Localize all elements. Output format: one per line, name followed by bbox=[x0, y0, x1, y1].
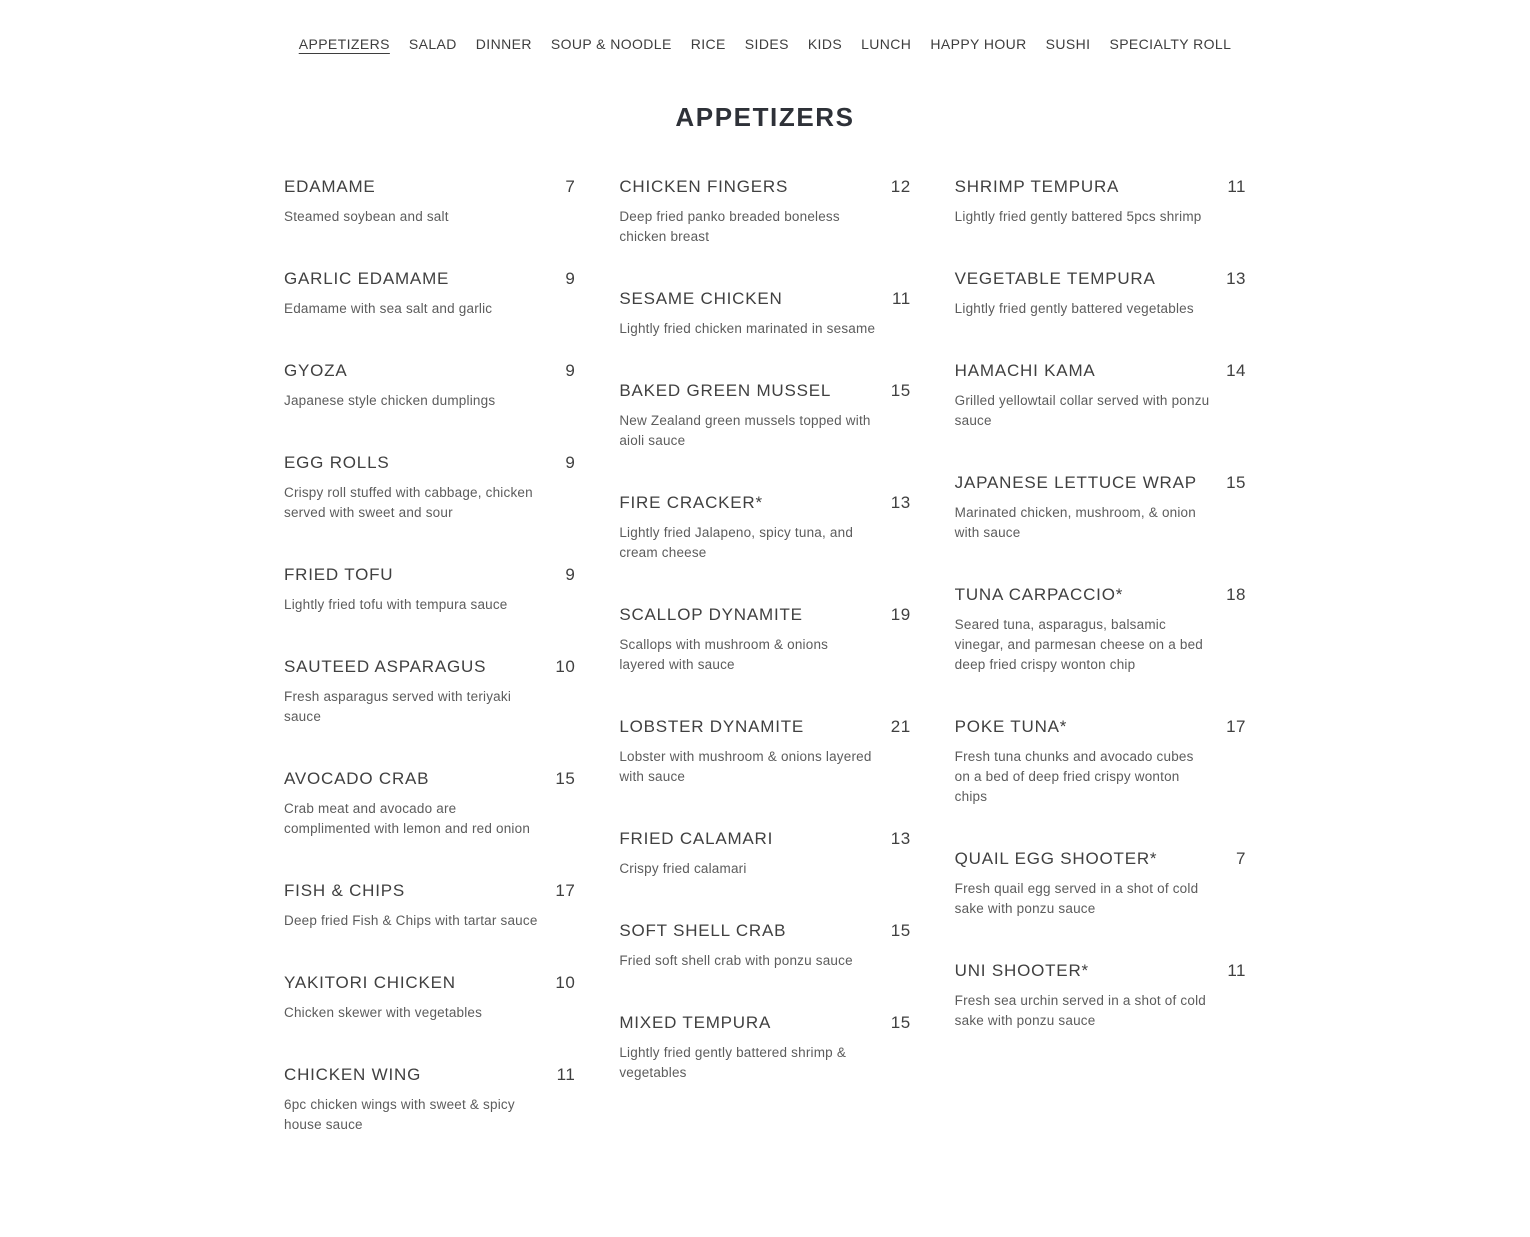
item-header bbox=[284, 769, 575, 789]
item-description: Lobster with mushroom & onions layered with sauce bbox=[619, 749, 872, 784]
item-price: 14 bbox=[1226, 361, 1246, 380]
item-name: HAMACHI KAMA bbox=[954, 361, 1096, 380]
menu-item bbox=[619, 829, 910, 879]
menu-item bbox=[955, 717, 1246, 807]
item-name: CHICKEN WING bbox=[284, 1065, 422, 1084]
nav-item-dinner[interactable]: DINNER bbox=[475, 36, 532, 52]
item-name: FRIED CALAMARI bbox=[619, 829, 774, 848]
menu-item bbox=[619, 921, 910, 971]
item-description: Steamed soybean and salt bbox=[284, 209, 449, 224]
item-header bbox=[284, 269, 575, 289]
nav-item-sides[interactable]: SIDES bbox=[744, 36, 789, 52]
menu-item bbox=[619, 177, 910, 247]
item-description: Crispy roll stuffed with cabbage, chicken served with sweet and sour bbox=[284, 485, 533, 520]
item-price: 17 bbox=[555, 881, 576, 900]
menu-item bbox=[955, 473, 1246, 543]
item-header bbox=[955, 717, 1246, 737]
item-description: Lightly fried gently battered 5pcs shrimp bbox=[954, 209, 1202, 224]
item-name: SHRIMP TEMPURA bbox=[954, 177, 1120, 196]
item-name: JAPANESE LETTUCE WRAP bbox=[954, 473, 1197, 492]
item-name: FISH & CHIPS bbox=[284, 881, 406, 900]
item-name: SAUTEED ASPARAGUS bbox=[284, 657, 487, 676]
item-price: 12 bbox=[890, 177, 911, 196]
item-price: 15 bbox=[890, 381, 911, 400]
menu-item bbox=[284, 269, 575, 319]
item-name: LOBSTER DYNAMITE bbox=[619, 717, 805, 736]
item-header bbox=[955, 177, 1246, 197]
item-price: 11 bbox=[892, 289, 911, 308]
menu-item bbox=[619, 289, 910, 339]
item-description: Crispy fried calamari bbox=[619, 861, 747, 876]
item-description: Fresh sea urchin served in a shot of cold sake with ponzu sauce bbox=[954, 993, 1206, 1028]
item-description: Lightly fried gently battered vegetables bbox=[954, 301, 1194, 316]
item-price: 15 bbox=[1226, 473, 1246, 492]
item-name: GYOZA bbox=[284, 361, 348, 380]
item-price: 13 bbox=[1226, 269, 1246, 288]
menu-item bbox=[955, 585, 1246, 675]
item-description: Lightly fried gently battered shrimp & vegetables bbox=[619, 1045, 847, 1080]
menu-item bbox=[619, 717, 910, 787]
item-header bbox=[284, 1065, 575, 1085]
item-description: Deep fried panko breaded boneless chicken breast bbox=[619, 209, 840, 244]
item-header bbox=[619, 289, 910, 309]
item-price: 13 bbox=[890, 829, 911, 848]
item-name: BAKED GREEN MUSSEL bbox=[619, 381, 832, 400]
item-description: New Zealand green mussels topped with aioli sauce bbox=[619, 413, 871, 448]
item-header bbox=[619, 177, 910, 197]
item-description: Lightly fried tofu with tempura sauce bbox=[284, 597, 508, 612]
item-price: 15 bbox=[890, 921, 911, 940]
item-description: Chicken skewer with vegetables bbox=[284, 1005, 483, 1020]
menu-column bbox=[619, 177, 910, 1177]
item-header bbox=[284, 565, 575, 585]
nav-item-soup-noodle[interactable]: SOUP & NOODLE bbox=[550, 36, 672, 52]
item-description: Lightly fried Jalapeno, spicy tuna, and cream cheese bbox=[619, 525, 854, 560]
item-name: EDAMAME bbox=[284, 177, 376, 196]
item-description: Fresh quail egg served in a shot of cold sake with ponzu sauce bbox=[954, 881, 1199, 916]
item-price: 13 bbox=[890, 493, 911, 512]
nav-item-specialty-roll[interactable]: SPECIALTY ROLL bbox=[1109, 36, 1232, 52]
menu-columns bbox=[284, 177, 1246, 1237]
item-header bbox=[955, 585, 1246, 605]
item-header bbox=[955, 361, 1246, 381]
item-name: SOFT SHELL CRAB bbox=[619, 921, 787, 940]
nav-item-rice[interactable]: RICE bbox=[690, 36, 726, 52]
item-description: Marinated chicken, mushroom, & onion with sauce bbox=[954, 505, 1196, 540]
item-price: 15 bbox=[890, 1013, 911, 1032]
item-header bbox=[619, 1013, 910, 1033]
menu-item bbox=[284, 177, 575, 227]
item-price: 9 bbox=[565, 361, 576, 380]
nav-item-appetizers[interactable]: APPETIZERS bbox=[298, 36, 390, 52]
item-price: 18 bbox=[1226, 585, 1246, 604]
menu-item bbox=[955, 269, 1246, 319]
item-description: Fresh asparagus served with teriyaki sauce bbox=[284, 689, 512, 724]
menu-nav bbox=[0, 0, 1530, 52]
item-header bbox=[955, 269, 1246, 289]
item-name: VEGETABLE TEMPURA bbox=[954, 269, 1156, 288]
item-price: 11 bbox=[1227, 177, 1246, 196]
item-name: FIRE CRACKER* bbox=[619, 493, 763, 512]
nav-item-sushi[interactable]: SUSHI bbox=[1045, 36, 1091, 52]
menu-item bbox=[955, 361, 1246, 431]
menu-item bbox=[284, 361, 575, 411]
menu-item bbox=[284, 973, 575, 1023]
item-description: Deep fried Fish & Chips with tartar sauce bbox=[284, 913, 538, 928]
item-description: Grilled yellowtail collar served with ponzu sauce bbox=[954, 393, 1210, 428]
menu-item bbox=[619, 381, 910, 451]
menu-column bbox=[284, 177, 575, 1177]
menu-item bbox=[284, 453, 575, 523]
item-name: CHICKEN FINGERS bbox=[619, 177, 789, 196]
item-header bbox=[955, 961, 1246, 981]
item-description: Fresh tuna chunks and avocado cubes on a bed of deep fried crispy wonton chips bbox=[954, 749, 1194, 804]
menu-item bbox=[284, 769, 575, 839]
item-header bbox=[955, 849, 1246, 869]
item-price: 7 bbox=[1236, 849, 1246, 868]
item-name: GARLIC EDAMAME bbox=[284, 269, 450, 288]
item-name: SESAME CHICKEN bbox=[619, 289, 783, 308]
menu-item bbox=[955, 961, 1246, 1031]
item-price: 11 bbox=[1227, 961, 1246, 980]
item-price: 11 bbox=[556, 1065, 576, 1084]
item-description: Crab meat and avocado are complimented with lemon and red onion bbox=[284, 801, 531, 836]
item-name: QUAIL EGG SHOOTER* bbox=[954, 849, 1158, 868]
item-header bbox=[619, 717, 910, 737]
item-description: Lightly fried chicken marinated in sesame bbox=[619, 321, 876, 336]
item-price: 17 bbox=[1226, 717, 1246, 736]
item-header bbox=[619, 493, 910, 513]
nav-item-kids[interactable]: KIDS bbox=[807, 36, 843, 52]
item-header bbox=[284, 177, 575, 197]
item-price: 21 bbox=[890, 717, 911, 736]
item-header bbox=[955, 473, 1246, 493]
nav-item-salad[interactable]: SALAD bbox=[408, 36, 457, 52]
item-header bbox=[284, 361, 575, 381]
menu-item bbox=[619, 493, 910, 563]
item-price: 9 bbox=[565, 565, 576, 584]
menu-column bbox=[955, 177, 1246, 1177]
item-name: TUNA CARPACCIO* bbox=[954, 585, 1124, 604]
menu-item bbox=[284, 881, 575, 931]
item-name: YAKITORI CHICKEN bbox=[284, 973, 456, 992]
menu-item bbox=[619, 605, 910, 675]
item-name: FRIED TOFU bbox=[284, 565, 394, 584]
item-header bbox=[284, 453, 575, 473]
item-description: Fried soft shell crab with ponzu sauce bbox=[619, 953, 853, 968]
nav-item-happy-hour[interactable]: HAPPY HOUR bbox=[930, 36, 1027, 52]
item-price: 7 bbox=[565, 177, 576, 196]
item-price: 10 bbox=[555, 973, 576, 992]
item-name: SCALLOP DYNAMITE bbox=[619, 605, 803, 624]
item-description: Scallops with mushroom & onions layered with sauce bbox=[619, 637, 829, 672]
item-header bbox=[619, 829, 910, 849]
item-header bbox=[284, 973, 575, 993]
item-name: EGG ROLLS bbox=[284, 453, 390, 472]
item-price: 19 bbox=[890, 605, 911, 624]
menu-item bbox=[284, 1065, 575, 1135]
item-header bbox=[284, 881, 575, 901]
item-header bbox=[619, 921, 910, 941]
item-header bbox=[619, 605, 910, 625]
menu-item bbox=[284, 657, 575, 727]
item-name: MIXED TEMPURA bbox=[619, 1013, 772, 1032]
item-price: 9 bbox=[565, 453, 576, 472]
item-header bbox=[284, 657, 575, 677]
item-description: Japanese style chicken dumplings bbox=[284, 393, 496, 408]
item-price: 10 bbox=[555, 657, 576, 676]
item-description: 6pc chicken wings with sweet & spicy house sauce bbox=[284, 1097, 515, 1132]
item-header bbox=[619, 381, 910, 401]
nav-item-lunch[interactable]: LUNCH bbox=[861, 36, 912, 52]
item-description: Seared tuna, asparagus, balsamic vinegar, and parmesan cheese on a bed deep fried crispy wonton chip bbox=[954, 617, 1203, 672]
item-name: AVOCADO CRAB bbox=[284, 769, 430, 788]
menu-item bbox=[955, 177, 1246, 227]
item-name: POKE TUNA* bbox=[954, 717, 1068, 736]
item-price: 9 bbox=[565, 269, 576, 288]
item-description: Edamame with sea salt and garlic bbox=[284, 301, 493, 316]
item-name: UNI SHOOTER* bbox=[954, 961, 1089, 980]
page-title: APPETIZERS bbox=[675, 102, 855, 132]
menu-item bbox=[619, 1013, 910, 1083]
item-price: 15 bbox=[555, 769, 576, 788]
menu-item bbox=[955, 849, 1246, 919]
menu-item bbox=[284, 565, 575, 615]
